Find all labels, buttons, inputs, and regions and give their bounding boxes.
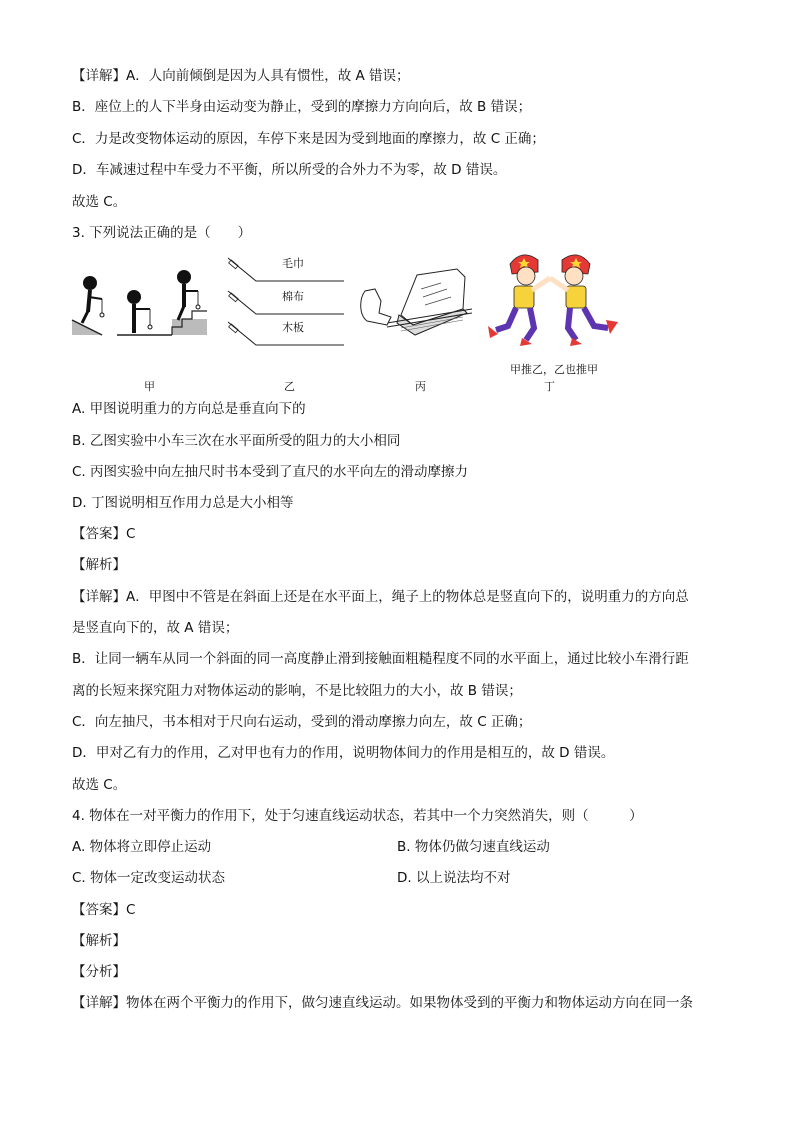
detail-line: C．力是改变物体运动的原因，车停下来是因为受到地面的摩擦力，故 C 正确； [72,131,545,147]
answer-label: 【答案】C [72,902,136,918]
option-d: D. 丁图说明相互作用力总是大小相等 [72,495,294,511]
analysis-label: 【解析】 [72,933,126,949]
surface-label: 毛巾 [282,257,304,270]
answer-label: 【答案】C [72,526,136,542]
figure-bing-book-ruler-drawing [357,265,472,345]
figure-ding-caption: 甲推乙，乙也推甲 [510,363,598,376]
question-3-stem: 3. 下列说法正确的是（ ） [72,225,252,241]
option-b: B. 物体仍做匀速直线运动 [397,839,550,855]
figure-label-bing: 丙 [415,380,426,393]
conclusion-line: 故选 C。 [72,777,127,793]
figure-label-ding: 丁 [544,380,555,393]
option-c: C. 丙图实验中向左抽尺时书本受到了直尺的水平向左的滑动摩擦力 [72,464,469,480]
analysis-label: 【解析】 [72,557,126,573]
detail-line: 是竖直向下的，故 A 错误； [72,620,239,636]
option-a: A. 物体将立即停止运动 [72,839,212,855]
detail-line: B．让同一辆车从同一个斜面的同一高度静止滑到接触面粗糙程度不同的水平面上，通过比较小车滑行距 [72,651,689,667]
option-c: C. 物体一定改变运动状态 [72,870,226,886]
surface-label: 木板 [282,321,304,334]
figure-label-jia: 甲 [144,380,155,393]
figure-jia-gravity-drawing [72,265,212,335]
detail-line: 【详解】物体在两个平衡力的作用下，做匀速直线运动。如果物体受到的平衡力和物体运动方向在同一条 [72,995,693,1011]
figure-ding-mutual-push-drawing [482,250,627,350]
option-d: D. 以上说法均不对 [397,870,511,886]
question-4-stem: 4. 物体在一对平衡力的作用下，处于匀速直线运动状态，若其中一个力突然消失，则（ ） [72,808,643,824]
fenxi-label: 【分析】 [72,964,126,980]
conclusion-line: 故选 C。 [72,194,127,210]
detail-line: B．座位上的人下半身由运动变为静止，受到的摩擦力方向向后，故 B 错误； [72,99,532,115]
figure-label-yi: 乙 [284,380,295,393]
option-b: B. 乙图实验中小车三次在水平面所受的阻力的大小相同 [72,433,401,449]
option-a: A. 甲图说明重力的方向总是垂直向下的 [72,401,306,417]
question-3-figure [72,250,632,395]
detail-line: 【详解】A．甲图中不管是在斜面上还是在水平面上，绳子上的物体总是竖直向下的，说明重力的方向总 [72,589,689,605]
detail-line: 离的长短来探究阻力对物体运动的影响，不是比较阻力的大小，故 B 错误； [72,683,522,699]
detail-line: C．向左抽尺，书本相对于尺向右运动，受到的滑动摩擦力向左，故 C 正确； [72,714,532,730]
surface-label: 棉布 [282,290,304,303]
detail-line: D．车减速过程中车受力不平衡，所以所受的合外力不为零，故 D 错误。 [72,162,507,178]
detail-line: D．甲对乙有力的作用，乙对甲也有力的作用，说明物体间力的作用是相互的，故 D 错误。 [72,745,615,761]
detail-line: 【详解】A．人向前倾倒是因为人具有惯性，故 A 错误； [72,68,410,84]
